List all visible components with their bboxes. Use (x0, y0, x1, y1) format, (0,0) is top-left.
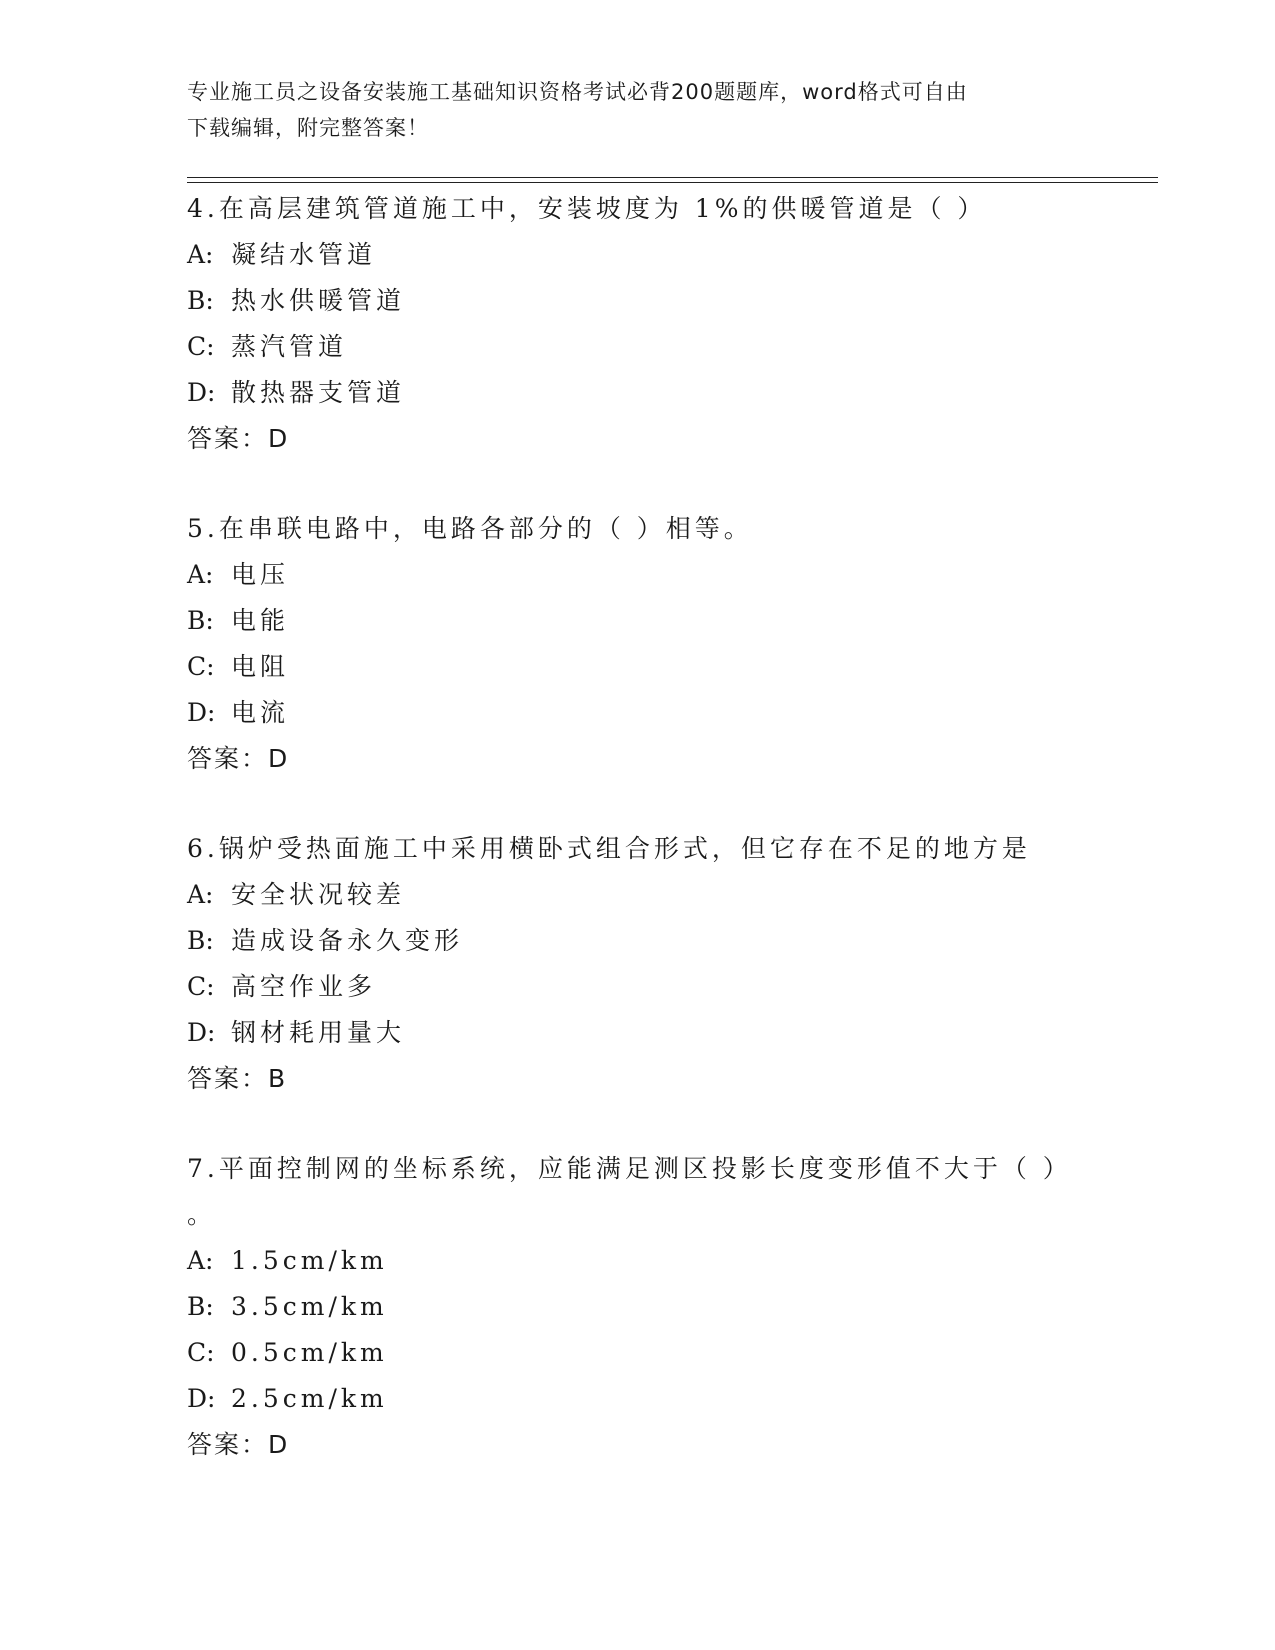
option-text: 造成设备永久变形 (231, 926, 464, 955)
document-header (187, 74, 1067, 146)
option-text: 钢材耗用量大 (231, 1018, 406, 1047)
option-text: 蒸汽管道 (231, 332, 348, 361)
header-divider-top (187, 177, 1158, 178)
option-text: 热水供暖管道 (231, 286, 406, 315)
question-stem: 5.在串联电路中，电路各部分的（ ）相等。 (187, 514, 753, 543)
option-label: B: (187, 606, 214, 635)
option-a (187, 552, 1147, 598)
option-b (187, 278, 1147, 324)
option-label: C: (187, 332, 215, 361)
option-d (187, 1010, 1147, 1056)
option-text: 1.5cm/km (231, 1246, 388, 1275)
question-stem: 6.锅炉受热面施工中采用横卧式组合形式，但它存在不足的地方是 (187, 834, 1031, 863)
option-text: 安全状况较差 (231, 880, 406, 909)
option-text: 电压 (231, 560, 290, 589)
question-block (187, 1146, 1147, 1468)
question-block (187, 506, 1147, 782)
question-block (187, 826, 1147, 1102)
option-text: 0.5cm/km (231, 1338, 388, 1367)
option-c (187, 964, 1147, 1010)
option-text: 电流 (231, 698, 290, 727)
option-label: A: (187, 240, 214, 269)
option-b (187, 1284, 1147, 1330)
option-d (187, 1376, 1147, 1422)
option-label: D: (187, 698, 216, 727)
header-line-2: 下载编辑，附完整答案！ (187, 116, 429, 140)
option-label: B: (187, 926, 214, 955)
option-a (187, 872, 1147, 918)
answer-line: 答案：B (187, 1064, 288, 1093)
option-label: D: (187, 378, 216, 407)
option-d (187, 690, 1147, 736)
option-text: 3.5cm/km (231, 1292, 388, 1321)
option-c (187, 1330, 1147, 1376)
answer-line: 答案：D (187, 744, 290, 773)
option-label: A: (187, 880, 214, 909)
option-c (187, 324, 1147, 370)
question-stem: 7.平面控制网的坐标系统，应能满足测区投影长度变形值不大于（ ） (187, 1154, 1072, 1183)
question-stem: 4.在高层建筑管道施工中，安装坡度为 1%的供暖管道是（ ） (187, 194, 987, 223)
option-b (187, 598, 1147, 644)
question-stem-continuation: 。 (187, 1200, 213, 1229)
answer-line: 答案：D (187, 424, 290, 453)
option-label: D: (187, 1018, 216, 1047)
option-label: A: (187, 1246, 214, 1275)
option-label: C: (187, 1338, 215, 1367)
header-divider-bottom (187, 182, 1158, 183)
option-text: 凝结水管道 (231, 240, 377, 269)
answer-line: 答案：D (187, 1430, 290, 1459)
option-text: 散热器支管道 (231, 378, 406, 407)
option-label: B: (187, 1292, 214, 1321)
option-label: C: (187, 972, 215, 1001)
option-label: D: (187, 1384, 216, 1413)
option-b (187, 918, 1147, 964)
option-c (187, 644, 1147, 690)
question-block (187, 186, 1147, 462)
option-d (187, 370, 1147, 416)
option-label: C: (187, 652, 215, 681)
option-a (187, 1238, 1147, 1284)
option-text: 电能 (231, 606, 290, 635)
option-label: B: (187, 286, 214, 315)
header-line-1: 专业施工员之设备安装施工基础知识资格考试必背200题题库，word格式可自由 (187, 80, 968, 104)
option-label: A: (187, 560, 214, 589)
option-text: 2.5cm/km (231, 1384, 388, 1413)
option-text: 高空作业多 (231, 972, 377, 1001)
option-a (187, 232, 1147, 278)
option-text: 电阻 (231, 652, 290, 681)
